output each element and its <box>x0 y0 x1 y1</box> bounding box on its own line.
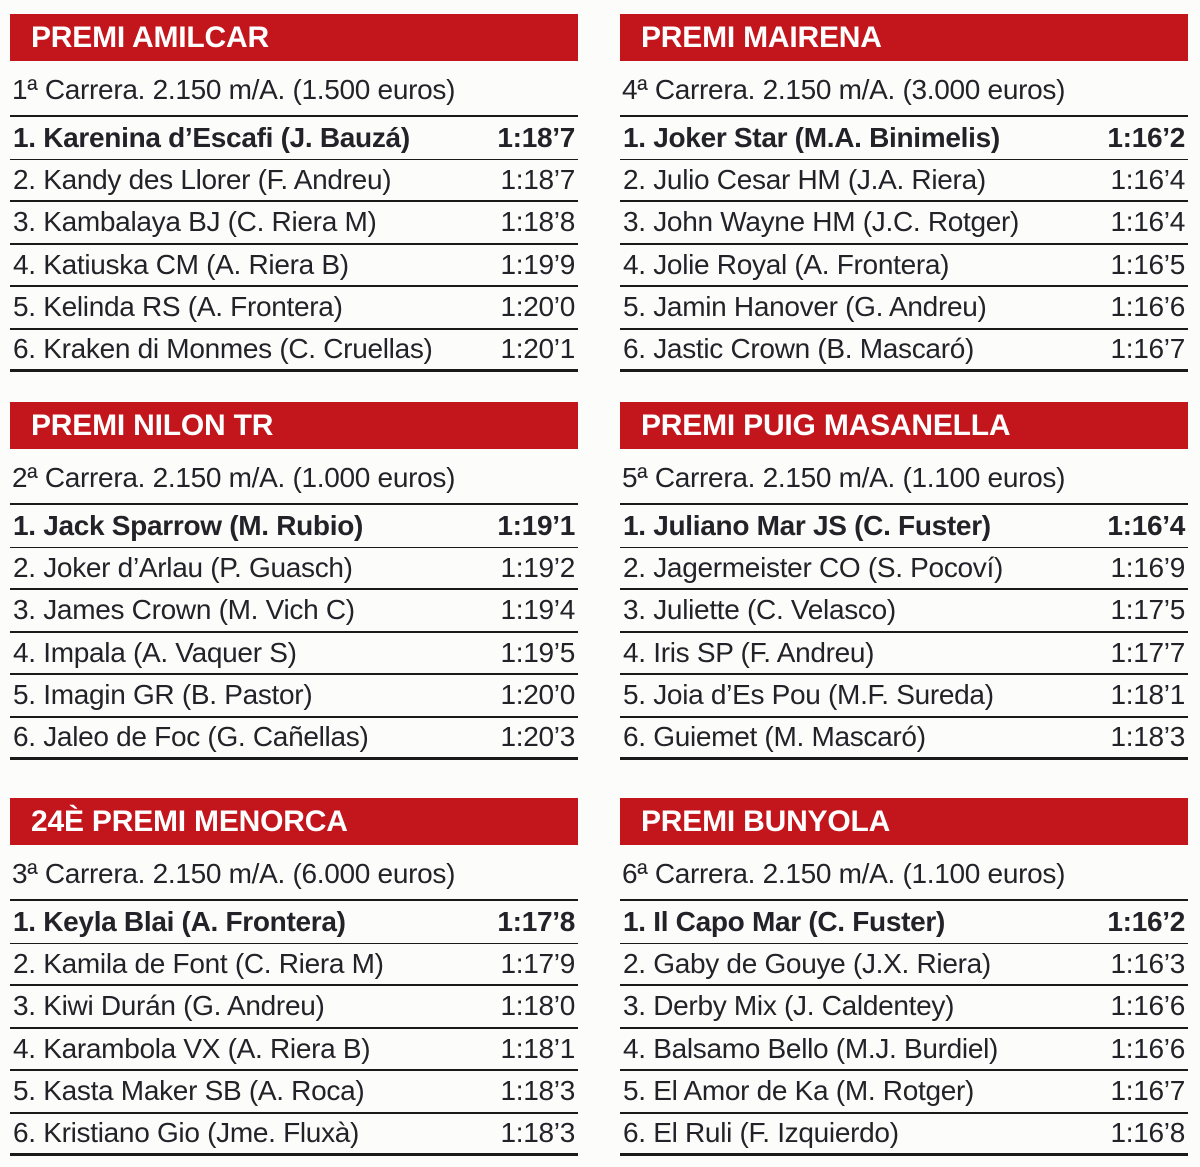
result-row <box>10 718 578 761</box>
race-time: 1:20’1 <box>500 333 575 365</box>
race-subtitle: 5ª Carrera. 2.150 m/A. (1.100 euros) <box>620 449 1188 505</box>
horse-and-driver: 1. Juliano Mar JS (C. Fuster) <box>623 509 991 541</box>
horse-and-driver: 1. Il Capo Mar (C. Fuster) <box>623 905 946 937</box>
race-title-band <box>620 798 1188 845</box>
race-title-band <box>10 798 578 845</box>
race-title: PREMI MAIRENA <box>641 20 882 54</box>
race-title-band <box>10 14 578 61</box>
result-row <box>10 245 578 288</box>
horse-and-driver: 4. Katiuska CM (A. Riera B) <box>13 248 349 280</box>
race-time: 1:20’0 <box>500 679 575 711</box>
result-row <box>620 160 1188 203</box>
race-time: 1:16’4 <box>1110 163 1185 195</box>
race-subtitle: 2ª Carrera. 2.150 m/A. (1.000 euros) <box>10 449 578 505</box>
race-time: 1:20’0 <box>500 291 575 323</box>
race-time: 1:18’3 <box>1110 721 1185 753</box>
horse-and-driver: 6. Jaleo de Foc (G. Cañellas) <box>13 721 369 753</box>
horse-and-driver: 2. Joker d’Arlau (P. Guasch) <box>13 551 353 583</box>
horse-and-driver: 6. El Ruli (F. Izquierdo) <box>623 1117 899 1149</box>
result-row <box>620 1114 1188 1157</box>
race-time: 1:16’9 <box>1110 551 1185 583</box>
race-time: 1:17’7 <box>1110 636 1185 668</box>
result-row <box>620 1071 1188 1114</box>
result-row <box>10 1071 578 1114</box>
race-time: 1:18’3 <box>500 1075 575 1107</box>
horse-and-driver: 4. Balsamo Bello (M.J. Burdiel) <box>623 1032 999 1064</box>
result-row <box>620 590 1188 633</box>
horse-and-driver: 5. Imagin GR (B. Pastor) <box>13 679 313 711</box>
race-time: 1:18’8 <box>500 206 575 238</box>
race-time: 1:20’3 <box>500 721 575 753</box>
race-time: 1:19’1 <box>497 509 575 541</box>
result-row <box>10 548 578 591</box>
horse-and-driver: 2. Kandy des Llorer (F. Andreu) <box>13 163 392 195</box>
result-row <box>10 986 578 1029</box>
horse-and-driver: 5. Jamin Hanover (G. Andreu) <box>623 291 987 323</box>
race-time: 1:18’1 <box>1110 679 1185 711</box>
horse-and-driver: 3. Juliette (C. Velasco) <box>623 594 896 626</box>
race-section-amilcar <box>10 14 578 372</box>
race-time: 1:16’7 <box>1110 1075 1185 1107</box>
horse-and-driver: 6. Jastic Crown (B. Mascaró) <box>623 333 975 365</box>
horse-and-driver: 5. El Amor de Ka (M. Rotger) <box>623 1075 975 1107</box>
horse-and-driver: 2. Julio Cesar HM (J.A. Riera) <box>623 163 986 195</box>
race-time: 1:18’3 <box>500 1117 575 1149</box>
horse-and-driver: 5. Joia d’Es Pou (M.F. Sureda) <box>623 679 994 711</box>
horse-and-driver: 2. Jagermeister CO (S. Pocoví) <box>623 551 1004 583</box>
race-time: 1:18’7 <box>497 121 575 153</box>
horse-and-driver: 5. Kasta Maker SB (A. Roca) <box>13 1075 365 1107</box>
horse-and-driver: 3. Kiwi Durán (G. Andreu) <box>13 990 325 1022</box>
race-section-bunyola <box>620 798 1188 1156</box>
race-time: 1:16’8 <box>1110 1117 1185 1149</box>
horse-and-driver: 3. John Wayne HM (J.C. Rotger) <box>623 206 1020 238</box>
result-row <box>10 330 578 373</box>
race-time: 1:18’7 <box>500 163 575 195</box>
result-row <box>620 633 1188 676</box>
race-time: 1:19’9 <box>500 248 575 280</box>
race-title-band <box>620 14 1188 61</box>
horse-and-driver: 6. Guiemet (M. Mascaró) <box>623 721 926 753</box>
race-time: 1:19’5 <box>500 636 575 668</box>
result-row <box>10 1029 578 1072</box>
result-row <box>620 1029 1188 1072</box>
result-row <box>620 505 1188 548</box>
result-row <box>620 675 1188 718</box>
horse-and-driver: 4. Karambola VX (A. Riera B) <box>13 1032 371 1064</box>
result-row <box>10 675 578 718</box>
left-column <box>10 14 578 1156</box>
result-row <box>620 245 1188 288</box>
race-time: 1:16’2 <box>1107 121 1185 153</box>
race-time: 1:17’8 <box>497 905 575 937</box>
race-time: 1:16’4 <box>1107 509 1185 541</box>
horse-and-driver: 4. Jolie Royal (A. Frontera) <box>623 248 950 280</box>
horse-and-driver: 4. Impala (A. Vaquer S) <box>13 636 297 668</box>
result-row <box>10 901 578 944</box>
result-row <box>10 505 578 548</box>
result-row <box>620 944 1188 987</box>
result-row <box>10 590 578 633</box>
horse-and-driver: 6. Kraken di Monmes (C. Cruellas) <box>13 333 433 365</box>
race-time: 1:18’0 <box>500 990 575 1022</box>
horse-and-driver: 1. Jack Sparrow (M. Rubio) <box>13 509 364 541</box>
horse-and-driver: 4. Iris SP (F. Andreu) <box>623 636 875 668</box>
result-row <box>620 986 1188 1029</box>
race-time: 1:18’1 <box>500 1032 575 1064</box>
race-time: 1:16’4 <box>1110 206 1185 238</box>
race-section-mairena <box>620 14 1188 372</box>
horse-and-driver: 3. Derby Mix (J. Caldentey) <box>623 990 955 1022</box>
race-title-band <box>10 402 578 449</box>
race-time: 1:16’2 <box>1107 905 1185 937</box>
race-time: 1:16’6 <box>1110 291 1185 323</box>
race-time: 1:16’5 <box>1110 248 1185 280</box>
race-title-band <box>620 402 1188 449</box>
race-title: 24È PREMI MENORCA <box>31 804 348 838</box>
race-time: 1:16’6 <box>1110 990 1185 1022</box>
horse-and-driver: 6. Kristiano Gio (Jme. Fluxà) <box>13 1117 360 1149</box>
race-time: 1:16’7 <box>1110 333 1185 365</box>
race-time: 1:16’3 <box>1110 947 1185 979</box>
result-row <box>10 117 578 160</box>
result-row <box>10 202 578 245</box>
horse-and-driver: 1. Keyla Blai (A. Frontera) <box>13 905 346 937</box>
result-row <box>10 633 578 676</box>
result-row <box>620 117 1188 160</box>
result-row <box>620 287 1188 330</box>
race-subtitle: 1ª Carrera. 2.150 m/A. (1.500 euros) <box>10 61 578 117</box>
result-row <box>10 1114 578 1157</box>
race-subtitle: 6ª Carrera. 2.150 m/A. (1.100 euros) <box>620 845 1188 901</box>
race-time: 1:16’6 <box>1110 1032 1185 1064</box>
right-column <box>620 14 1188 1156</box>
result-row <box>620 202 1188 245</box>
result-row <box>620 901 1188 944</box>
horse-and-driver: 1. Joker Star (M.A. Binimelis) <box>623 121 1000 153</box>
race-title: PREMI BUNYOLA <box>641 804 891 838</box>
race-section-puig-masanella <box>620 402 1188 760</box>
race-time: 1:17’5 <box>1110 594 1185 626</box>
horse-and-driver: 2. Kamila de Font (C. Riera M) <box>13 947 384 979</box>
horse-and-driver: 3. James Crown (M. Vich C) <box>13 594 355 626</box>
race-subtitle: 4ª Carrera. 2.150 m/A. (3.000 euros) <box>620 61 1188 117</box>
result-row <box>620 548 1188 591</box>
race-section-nilon-tr <box>10 402 578 760</box>
result-row <box>10 287 578 330</box>
race-title: PREMI AMILCAR <box>31 20 269 54</box>
race-subtitle: 3ª Carrera. 2.150 m/A. (6.000 euros) <box>10 845 578 901</box>
horse-and-driver: 2. Gaby de Gouye (J.X. Riera) <box>623 947 991 979</box>
race-section-menorca <box>10 798 578 1156</box>
race-time: 1:17’9 <box>500 947 575 979</box>
result-row <box>620 330 1188 373</box>
race-time: 1:19’4 <box>500 594 575 626</box>
race-title: PREMI NILON TR <box>31 408 274 442</box>
race-title: PREMI PUIG MASANELLA <box>641 408 1011 442</box>
race-time: 1:19’2 <box>500 551 575 583</box>
result-row <box>10 160 578 203</box>
horse-and-driver: 1. Karenina d’Escafi (J. Bauzá) <box>13 121 410 153</box>
horse-and-driver: 3. Kambalaya BJ (C. Riera M) <box>13 206 377 238</box>
result-row <box>620 718 1188 761</box>
result-row <box>10 944 578 987</box>
horse-and-driver: 5. Kelinda RS (A. Frontera) <box>13 291 343 323</box>
